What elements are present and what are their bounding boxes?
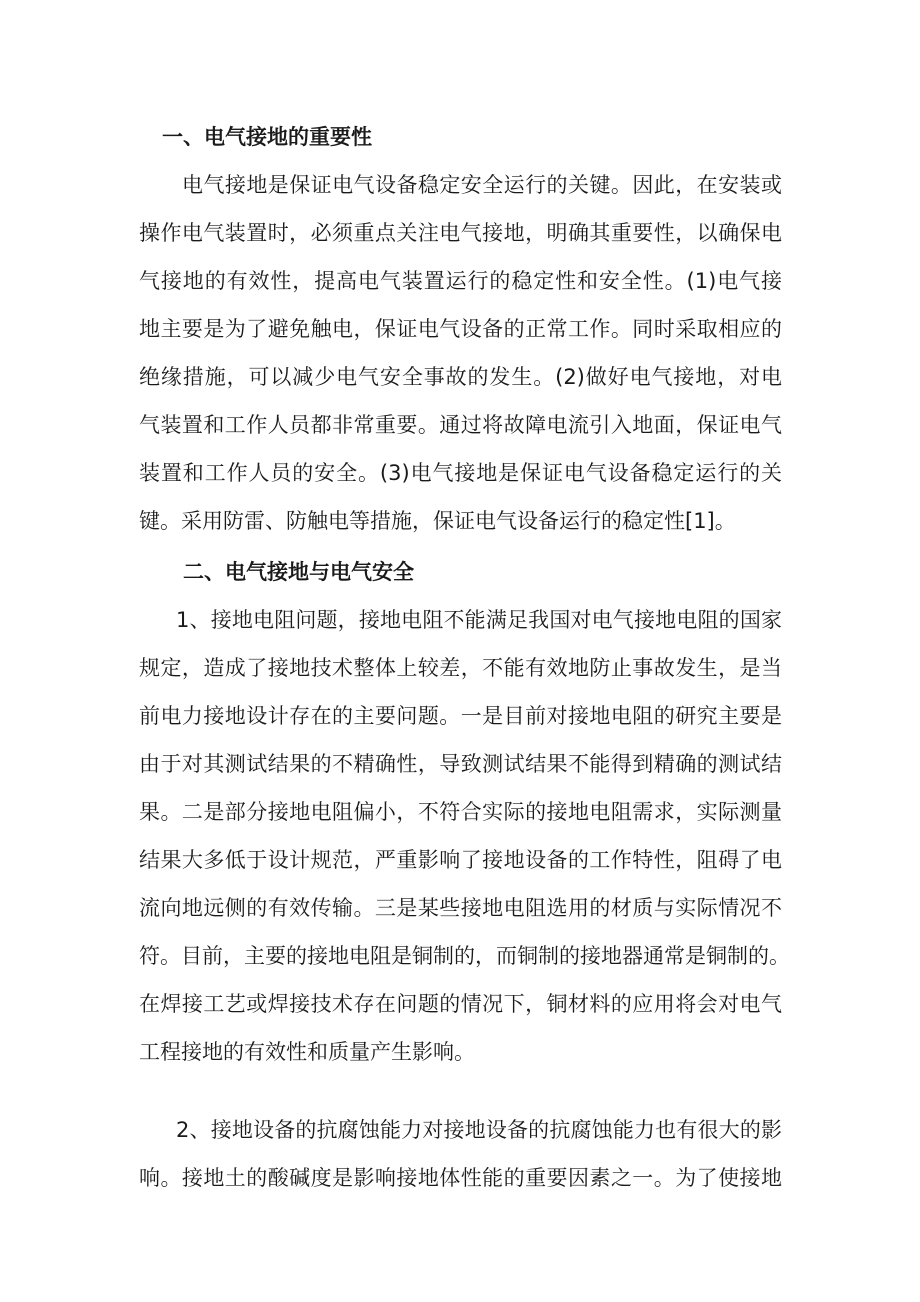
paragraph-line: 规定，造成了接地技术整体上较差，不能有效地防止事故发生，是当 — [139, 656, 782, 680]
paragraph-line: 符。目前，主要的接地电阻是铜制的，而铜制的接地器通常是铜制的。 — [139, 944, 790, 968]
paragraph-line: 气装置和工作人员都非常重要。通过将故障电流引入地面，保证电气 — [139, 413, 782, 437]
paragraph-line: 果。二是部分接地电阻偏小，不符合实际的接地电阻需求，实际测量 — [139, 800, 782, 824]
paragraph-line: 地主要是为了避免触电，保证电气设备的正常工作。同时采取相应的 — [139, 317, 782, 341]
paragraph-line: 1、接地电阻问题，接地电阻不能满足我国对电气接地电阻的国家 — [176, 608, 782, 632]
paragraph-line: 由于对其测试结果的不精确性，导致测试结果不能得到精确的测试结 — [139, 752, 782, 776]
paragraph-line: 电气接地是保证电气设备稳定安全运行的关键。因此，在安装或 — [182, 173, 782, 197]
paragraph-line: 响。接地土的酸碱度是影响接地体性能的重要因素之一。为了使接地 — [139, 1166, 782, 1190]
paragraph-line: 在焊接工艺或焊接技术存在问题的情况下，铜材料的应用将会对电气 — [139, 992, 782, 1016]
paragraph-line: 键。采用防雷、防触电等措施，保证电气设备运行的稳定性[1]。 — [139, 509, 736, 533]
paragraph-line: 装置和工作人员的安全。(3)电气接地是保证电气设备稳定运行的关 — [139, 461, 782, 485]
paragraph-line: 流向地远侧的有效传输。三是某些接地电阻选用的材质与实际情况不 — [139, 896, 782, 920]
section-heading-safety: 二、电气接地与电气安全 — [183, 560, 414, 584]
paragraph-line: 2、接地设备的抗腐蚀能力对接地设备的抗腐蚀能力也有很大的影 — [176, 1118, 782, 1142]
paragraph-line: 结果大多低于设计规范，严重影响了接地设备的工作特性，阻碍了电 — [139, 848, 782, 872]
paragraph-line: 绝缘措施，可以减少电气安全事故的发生。(2)做好电气接地，对电 — [139, 365, 782, 389]
section-heading-importance: 一、电气接地的重要性 — [162, 125, 372, 149]
paragraph-line: 气接地的有效性，提高电气装置运行的稳定性和安全性。(1)电气接 — [139, 269, 782, 293]
paragraph-line: 前电力接地设计存在的主要问题。一是目前对接地电阻的研究主要是 — [139, 704, 782, 728]
paragraph-line: 操作电气装置时，必须重点关注电气接地，明确其重要性，以确保电 — [139, 221, 782, 245]
paragraph-line: 工程接地的有效性和质量产生影响。 — [139, 1040, 475, 1064]
